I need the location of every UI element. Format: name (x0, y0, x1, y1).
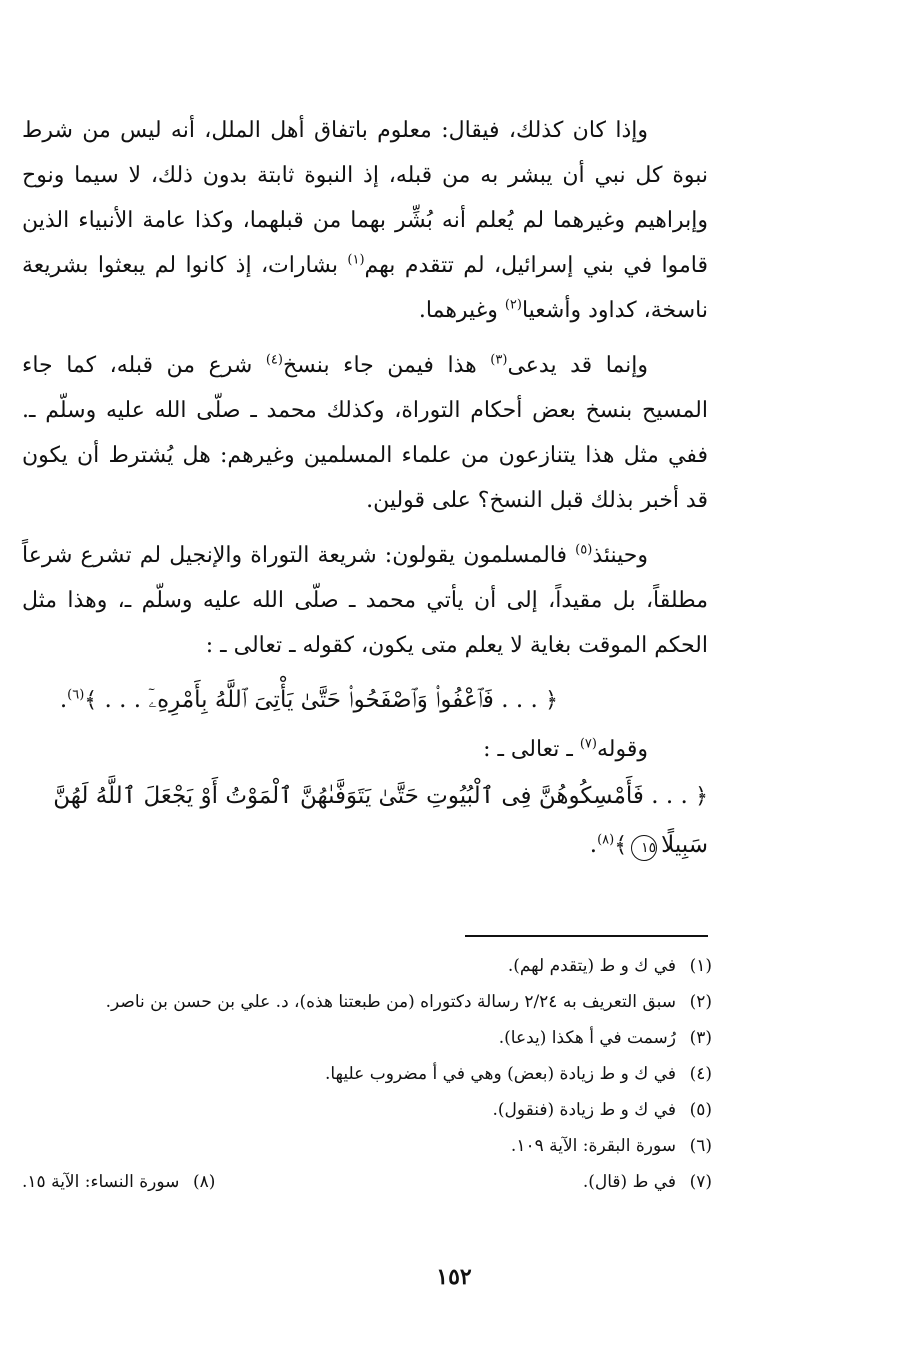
footnote-7 (583, 1166, 712, 1198)
footnote-number: (٢) (689, 992, 712, 1012)
footnote-text: في ك و ط زيادة (فنقول). (492, 1100, 676, 1120)
footnote-row-7-8 (22, 1166, 712, 1198)
text-segment: وإنما قد يدعى (507, 353, 649, 378)
footnote-ref-2[interactable]: (٢) (504, 297, 522, 313)
quran-verse-2-line-1 (22, 774, 708, 819)
quran-verse-2-line-2 (22, 823, 708, 868)
footnote-number: (٧) (689, 1172, 712, 1192)
footnote-4 (22, 1058, 712, 1090)
ayah-number-marker: ١٥ (631, 835, 657, 861)
footnote-text: سورة البقرة: الآية ١٠٩. (510, 1136, 676, 1156)
quran-verse-1 (22, 678, 708, 723)
footnote-separator (465, 935, 708, 937)
footnote-ref-8[interactable]: (٨) (597, 832, 615, 848)
footnote-3 (22, 1022, 712, 1054)
footnote-1 (22, 950, 712, 982)
footnote-5 (22, 1094, 712, 1126)
footnote-text: في ط (قال). (582, 1172, 676, 1192)
verse-text: . . . فَٱعْفُوا۟ وَٱصْفَحُوا۟ حَتَّىٰ يَأْتِىَ ٱللَّهُ بِأَمْرِهِۦٓ . . . (97, 687, 546, 713)
verse-end: . (589, 832, 598, 858)
footnote-text: رُسمت في أ هكذا (يدعا). (498, 1028, 676, 1048)
footnote-text: في ك و ط زيادة (بعض) وهي في أ مضروب عليها. (324, 1064, 676, 1084)
paragraph-3 (22, 533, 708, 668)
footnote-6 (22, 1130, 712, 1162)
text-segment: هذا فيمن جاء بنسخ (282, 353, 491, 378)
paragraph-1 (22, 108, 708, 333)
footnote-number: (٤) (689, 1064, 712, 1084)
verse-text: سَبِيلًا (661, 832, 708, 858)
footnote-number: (٨) (192, 1172, 216, 1192)
footnote-ref-6[interactable]: (٦) (67, 687, 85, 703)
footnote-number: (٥) (689, 1100, 712, 1120)
verse-end: . (59, 687, 68, 713)
footnote-number: (٦) (689, 1136, 712, 1156)
footnote-number: (١) (689, 956, 712, 976)
intro-text: وقوله (596, 737, 648, 762)
footnote-ref-1[interactable]: (١) (347, 252, 365, 268)
footnote-2 (22, 986, 712, 1018)
footnote-8 (22, 1166, 215, 1198)
text-segment: شرع من قبله، كما جاء المسيح بنسخ بعض أحكام التوراة، وكذلك محمد ـ صلّى الله عليه وسلّم ـ. ففي مثل هذا يتنازعون من علماء المسلمين وغيرهم: هل يُشترط أن يكون قد أخبر بذلك قبل النسخ؟ على قولين. (22, 353, 708, 513)
verse-text: . . . فَأَمْسِكُوهُنَّ فِى ٱلْبُيُوتِ حَتَّىٰ يَتَوَفَّىٰهُنَّ ٱلْمَوْتُ أَوْ يَجْعَلَ ٱللَّهُ لَهُنَّ (53, 783, 696, 809)
text-segment: وغيرهما. (418, 298, 505, 323)
verse-close-bracket: ﴾ (84, 688, 98, 713)
footnote-number: (٣) (689, 1028, 712, 1048)
main-text (22, 108, 708, 872)
paragraph-2 (22, 343, 708, 523)
verse-open-bracket: ﴿ (695, 784, 708, 809)
intro-rest: ـ تعالى ـ : (483, 737, 580, 762)
text-segment: وإذا كان كذلك، فيقال: معلوم باتفاق أهل الملل، أنه ليس من شرط نبوة كل نبي أن يبشر به من قبله، إذ النبوة ثابتة بدون ذلك، لا سيما ونوح وإبراهيم وغيرهما لم يُعلم أنه بُشِّر بهما من قبلهما، وكذا عامة الأنبياء الذين قاموا في بني إسرائيل، لم تتقدم بهم (22, 118, 708, 278)
footnote-ref-4[interactable]: (٤) (265, 352, 283, 368)
footnote-text: سورة النساء: الآية ١٥. (22, 1172, 180, 1192)
text-segment: وحينئذ (592, 543, 648, 568)
verse-intro (22, 727, 708, 772)
verse-close-bracket: ﴾ (614, 833, 628, 858)
text-segment: فالمسلمون يقولون: شريعة التوراة والإنجيل لم تشرع شرعاً مطلقاً، بل مقيداً، إلى أن يأتي محمد ـ صلّى الله عليه وسلّم ـ، وهذا مثل الحكم الموقت بغاية لا يعلم متى يكون، كقوله ـ تعالى ـ : (22, 543, 708, 658)
text-segment: بشارات، إذ كانوا لم يبعثوا بشريعة ناسخة، كداود وأشعيا (22, 253, 708, 323)
footnote-ref-3[interactable]: (٣) (490, 352, 508, 368)
verse-open-bracket: ﴿ (545, 688, 558, 713)
footnotes (22, 950, 712, 1198)
footnote-text: سبق التعريف به ٢/٢٤ رسالة دكتوراه (من طبعتنا هذه)، د. علي بن حسن بن ناصر. (105, 992, 676, 1012)
footnote-ref-5[interactable]: (٥) (575, 542, 593, 558)
page-number: ١٥٢ (436, 1264, 472, 1290)
footnote-text: في ك و ط (يتقدم لهم). (507, 956, 676, 976)
footnote-ref-7[interactable]: (٧) (579, 736, 597, 752)
